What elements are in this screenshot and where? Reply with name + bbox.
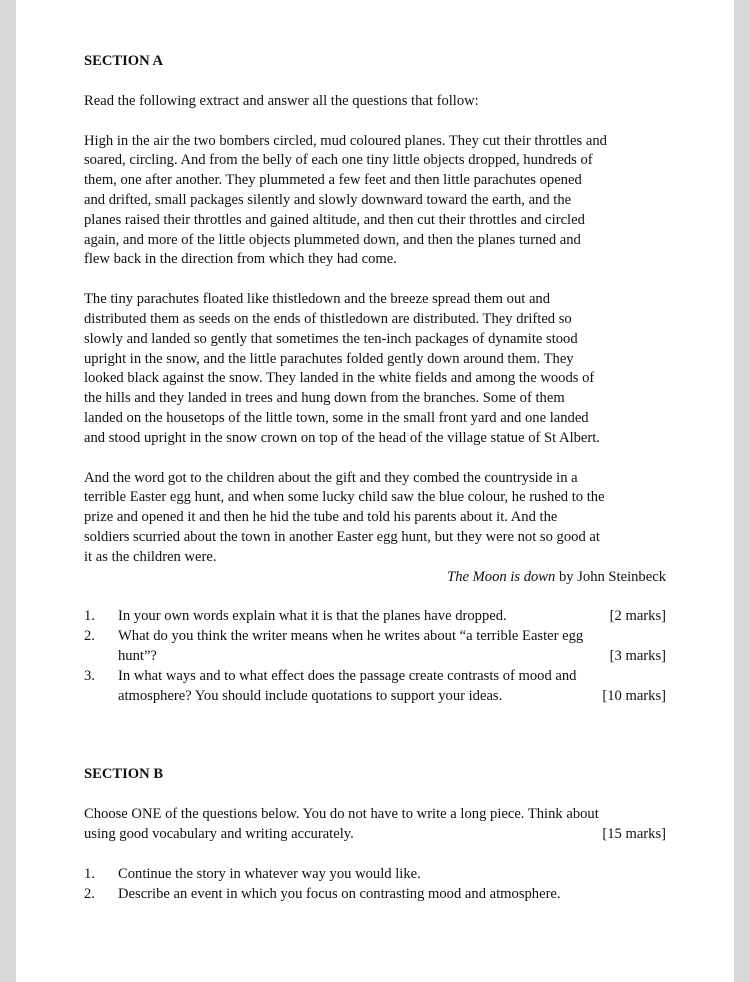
text-line: High in the air the two bombers circled, mud coloured planes. They cut their throttles and	[84, 132, 607, 149]
question-number: 2.	[84, 628, 95, 645]
text-line: distributed them as seeds on the ends of thistledown are distributed. They drifted so	[84, 310, 572, 327]
text-line: The tiny parachutes floated like thistledown and the breeze spread them out and	[84, 291, 551, 308]
text-line: and stood upright in the snow crown on top of the head of the village statue of St Albert.	[84, 429, 600, 446]
question-marks: [3 marks]	[609, 647, 666, 664]
attribution-author: by John Steinbeck	[555, 568, 666, 585]
document-content	[84, 52, 666, 904]
question-item	[84, 607, 666, 627]
document-page	[16, 0, 734, 982]
extract-paragraph-3	[84, 469, 666, 568]
question-marks: [2 marks]	[609, 608, 666, 625]
extract-paragraph-1	[84, 132, 666, 271]
question-item	[84, 885, 666, 905]
text-line: flew back in the direction from which they had come.	[84, 251, 397, 268]
question-number: 3.	[84, 667, 95, 684]
section-b-marks: [15 marks]	[602, 825, 666, 842]
extract-paragraph-2	[84, 290, 666, 448]
text-line: the hills and they landed in trees and hung down from the branches. Some of them	[84, 390, 565, 407]
question-number: 1.	[84, 608, 95, 625]
text-line: upright in the snow, and the little parachutes folded gently down around them. They	[84, 350, 574, 367]
text-line: it as the children were.	[84, 548, 217, 565]
question-text: What do you think the writer means when he writes about “a terrible Easter egg	[118, 628, 584, 645]
text-line: slowly and landed so gently that sometimes the ten-inch packages of dynamite stood	[84, 330, 578, 347]
section-b-questions	[84, 865, 666, 905]
question-text: Continue the story in whatever way you would like.	[118, 865, 421, 882]
section-a-heading: SECTION A	[84, 53, 164, 69]
section-b-heading: SECTION B	[84, 766, 164, 783]
section-a-questions	[84, 607, 666, 706]
text-line: looked black against the snow. They landed in the white fields and among the woods of	[84, 370, 595, 387]
text-line: planes raised their throttles and gained altitude, and then cut their throttles and circled	[84, 211, 585, 228]
question-marks: [10 marks]	[602, 687, 666, 704]
instruction-line: using good vocabulary and writing accurately.	[84, 825, 354, 842]
attribution	[84, 568, 666, 588]
section-a-instruction: Read the following extract and answer all the questions that follow:	[84, 92, 479, 109]
text-line: landed on the housetops of the little town, some in the small front yard and one landed	[84, 409, 589, 426]
text-line: And the word got to the children about the gift and they combed the countryside in a	[84, 469, 578, 486]
text-line: soared, circling. And from the belly of each one tiny little objects dropped, hundreds of	[84, 152, 593, 169]
text-line: them, one after another. They plummeted a few feet and then little parachutes opened	[84, 172, 582, 189]
text-line: prize and opened it and then he hid the tube and told his parents about it. And the	[84, 509, 558, 526]
text-line: terrible Easter egg hunt, and when some lucky child saw the blue colour, he rushed to the	[84, 489, 605, 506]
question-text: In what ways and to what effect does the passage create contrasts of mood and	[118, 667, 577, 684]
question-item	[84, 865, 666, 885]
question-text: Describe an event in which you focus on contrasting mood and atmosphere.	[118, 885, 561, 902]
section-b-instruction	[84, 805, 666, 845]
text-line: again, and more of the little objects plummeted down, and then the planes turned and	[84, 231, 581, 248]
attribution-title: The Moon is down	[447, 568, 556, 585]
question-item	[84, 627, 666, 667]
question-text-cont: atmosphere? You should include quotations to support your ideas.	[118, 687, 503, 704]
question-text-cont: hunt”?	[118, 647, 157, 664]
text-line: and drifted, small packages silently and slowly downward toward the earth, and the	[84, 191, 572, 208]
question-number: 1.	[84, 865, 95, 882]
instruction-line: Choose ONE of the questions below. You do not have to write a long piece. Think about	[84, 806, 599, 823]
question-text: In your own words explain what it is that the planes have dropped.	[118, 608, 507, 625]
text-line: soldiers scurried about the town in another Easter egg hunt, but they were not so good at	[84, 528, 600, 545]
question-item	[84, 667, 666, 707]
question-number: 2.	[84, 885, 95, 902]
